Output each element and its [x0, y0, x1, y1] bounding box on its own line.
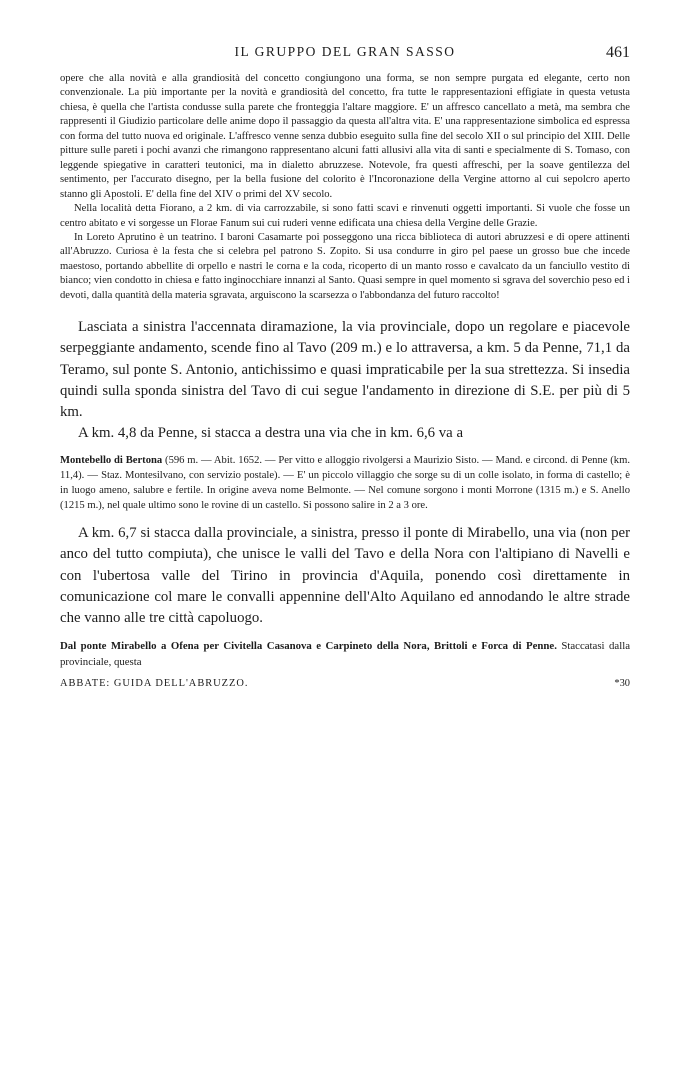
- route-heading: [60, 639, 630, 669]
- page-number: 461: [606, 44, 630, 61]
- route-title: Dal ponte Mirabello a Ofena per Civitella Casanova e Carpineto della Nora, Brittoli e Forca di Penne.: [60, 640, 557, 653]
- paragraph-small-1: opere che alla novità e alla grandiosità del concetto congiungono una forma, se non sempre purgata ed elegante, certo non convenzionale. La più importante per la novità e grandiosità del concetto, fra tutte le rappresentazioni effigiate in questa vetusta chiesa, è quella che l'artista condusse sulla parete che fronteggia l'altare maggiore. E' un affresco cancellato a metà, ma sembra che rappresenti il Giudizio particolare delle anime dopo il passaggio da questa all'altra vita. E' una rappresentazione simbolica ed espressa con forma del tutto nuova ed originale. L'affresco venne senza dubbio eseguito sulla fine del secolo XII o sul principio del XIII. Delle pitture sulle pareti i pochi avanzi che rimangono rappresentano alcuni fatti allusivi alla vita di santi e specialmente di S. Tomaso, con leggende spiegative in caratteri teutonici, ma in dialetto abruzzese. Notevole, fra questi affreschi, per la soave gentilezza del sentimento, per l'accurato disegno, per la bella fusione del colorito è l'Incoronazione della Vergine attorno al cui sepolcro aperto stanno gli Apostoli. E' della fine del XIV o primi del XV secolo.: [60, 73, 630, 200]
- paragraph-large-3: A km. 6,7 si stacca dalla provinciale, a sinistra, presso il ponte di Mirabello, una via (non per anco del tutto compiuta), che unisce le valli del Tavo e della Nora con l'altipiano di Navelli e con l'ubertosa valle del Tirino in provincia d'Aquila, ponendo così direttamente in comunicazione col mare le convalli appennine dell'Alto Aquilano ed annodando le altre strade che vanno alle tre città capoluogo.: [60, 525, 630, 627]
- footer-signature-right: *30: [614, 677, 630, 689]
- place-entry: [60, 454, 630, 513]
- page-footer: [60, 678, 630, 694]
- paragraph-small-2: Nella località detta Fiorano, a 2 km. di via carrozzabile, si sono fatti scavi e rinvenuti oggetti importanti. Si vuole che fosse un centro abitato e vi sorgesse un Florae Fanum sui cui ruderi venne edificata una chiesa della Vergine delle Grazie.: [60, 203, 630, 229]
- footer-signature-left: ABBATE: GUIDA DELL'ABRUZZO.: [60, 677, 249, 689]
- paragraph-large-2: A km. 4,8 da Penne, si stacca a destra una via che in km. 6,6 va a: [78, 425, 464, 442]
- running-header: [60, 44, 630, 72]
- place-entry-text: (596 m. — Abit. 1652. — Per vitto e alloggio rivolgersi a Maurizio Sisto. — Mand. e circond. di Penne (km. 11,4). — Staz. Montesilvano, con servizio postale). — E' un piccolo villaggio che sorge su di un colle isolato, in forma di castello; è in luogo ameno, salubre e fertile. In origine aveva nome Belmonte. — Nel comune sorgono i monti Morrone (1315 m.) e S. Anello (1215 m.), nel quale ultimo sono le rovine di un castello. Si possono salire in 2 a 3 ore.: [60, 455, 630, 511]
- route-text: Staccatasi dalla provinciale, questa: [60, 640, 630, 668]
- paragraph-small-3: In Loreto Aprutino è un teatrino. I baroni Casamarte poi posseggono una ricca biblioteca di autori abruzzesi e di opere attinenti all'Abruzzo. Curiosa è la festa che si celebra pel patrono S. Zopito. Si usa condurre in giro pel paese un grosso bue che incede maestoso, portando abbellite di orpello e nastri le corna e la coda, ricoperto di un manto rosso e cavalcato da un fanciullo vestito di bianco; vien condotto in chiesa e fatto inginocchiare innanzi al Santo. Quasi sempre in quel momento si sgrava del soverchio peso ed i devoti, dalla quantità della materia sgravata, arguiscono la scarsezza o l'abbondanza del futuro raccolto!: [60, 231, 630, 301]
- running-title: IL GRUPPO DEL GRAN SASSO: [234, 44, 456, 59]
- paragraph-large-1: Lasciata a sinistra l'accennata diramazione, la via provinciale, dopo un regolare e piacevole serpeggiante andamento, scende fino al Tavo (209 m.) e lo attraversa, a km. 5 da Penne, 71,1 da Teramo, sul ponte S. Antonio, antichissimo e quasi impraticabile per la sua strettezza. Si insedia quindi sulla sponda sinistra del Tavo di cui segue l'andamento in direzione di S.E. per più di 5 km.: [60, 319, 630, 421]
- place-entry-name: Montebello di Bertona: [60, 455, 163, 467]
